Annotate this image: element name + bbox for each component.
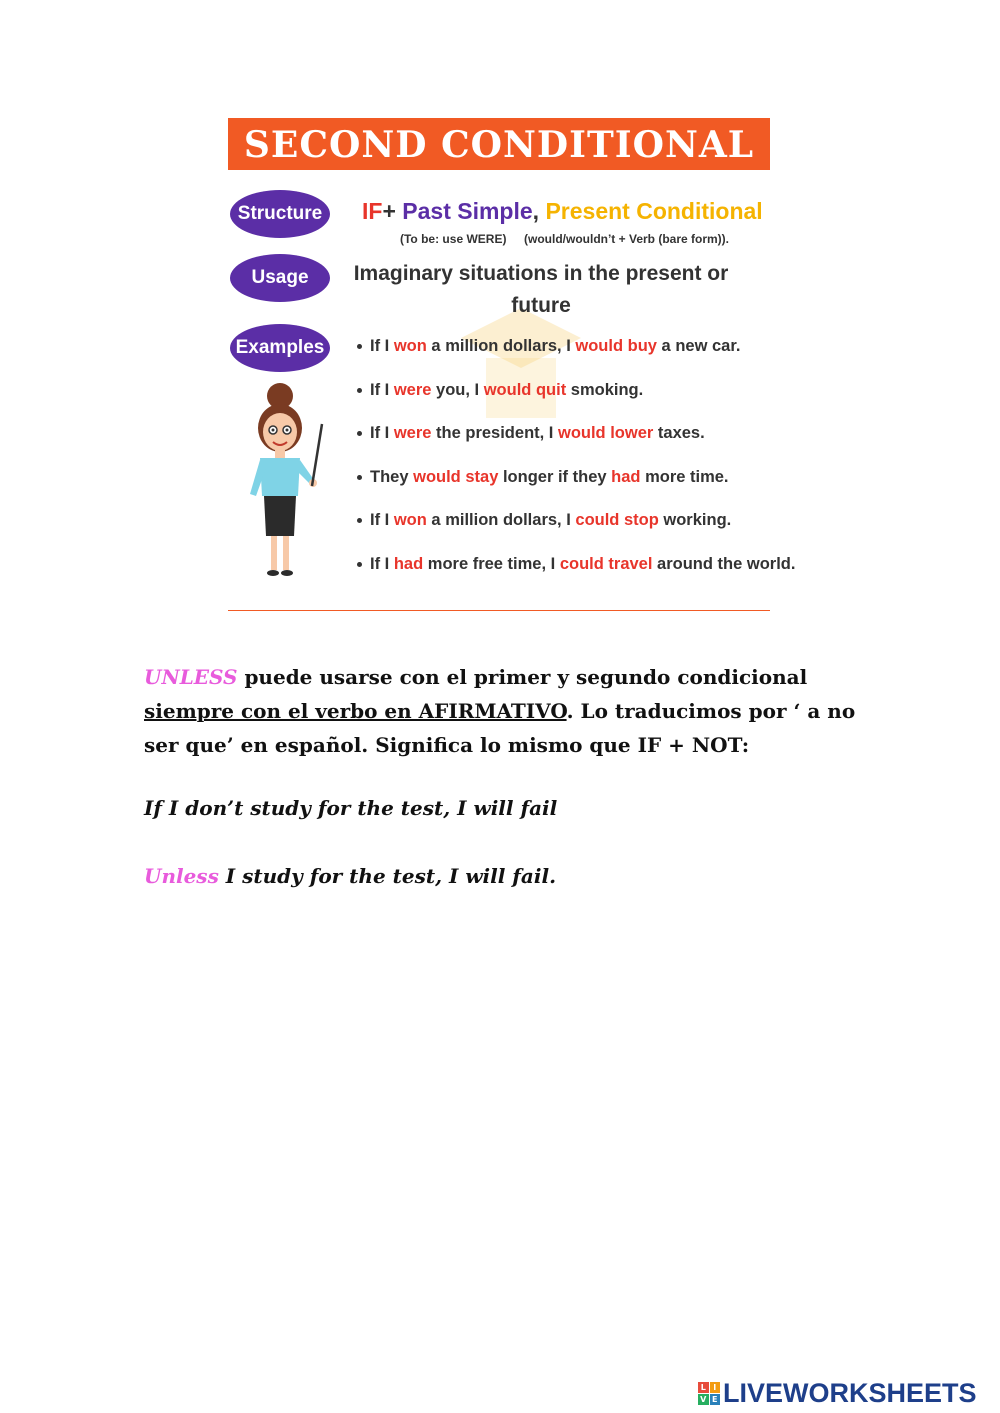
example-unless-rest: I study for the test, I will fail. (218, 864, 557, 888)
explanation-rest: . Lo traducimos por ‘ a no ser que’ en español. Significa lo mismo que IF + NOT: (144, 699, 856, 757)
example-item: If I were you, I would quit smoking. (356, 376, 795, 420)
usage-label: Usage (230, 254, 330, 302)
note-would: (would/wouldn’t + Verb (bare form)). (524, 232, 730, 246)
explanation-line-1: puede usarse con el primer y segundo condicional (237, 665, 808, 689)
examples-list (356, 332, 795, 593)
liveworksheets-brand (698, 1378, 977, 1408)
infographic-divider (228, 610, 770, 611)
formula-present-conditional: Present Conditional (545, 198, 763, 224)
infographic-title: SECOND CONDITIONAL (228, 118, 770, 170)
unless-keyword: UNLESS (144, 665, 238, 689)
unless-word-example: Unless (144, 864, 219, 888)
note-to-be: (To be: use WERE) (400, 232, 507, 246)
explanation-underlined: siempre con el verbo en AFIRMATIVO (144, 699, 567, 723)
brand-name: LIVEWORKSHEETS (723, 1377, 977, 1408)
formula-plus: + (382, 198, 403, 224)
second-conditional-infographic (228, 118, 796, 612)
example-item: They would stay longer if they had more time. (356, 463, 795, 507)
usage-text: Imaginary situations in the present or future (353, 262, 729, 317)
example-unless (144, 864, 556, 888)
example-item: If I won a million dollars, I could stop working. (356, 506, 795, 550)
example-if-not: If I don’t study for the test, I will fail (144, 796, 558, 820)
structure-formula (362, 198, 763, 225)
unless-explanation (144, 660, 864, 762)
liveworksheets-logo-icon: L I V E (698, 1382, 720, 1404)
formula-past-simple: Past Simple (402, 198, 533, 224)
example-item: If I were the president, I would lower taxes. (356, 419, 795, 463)
formula-comma: , (532, 198, 546, 224)
teacher-illustration-icon (242, 376, 332, 586)
example-item: If I had more free time, I could travel around the world. (356, 550, 795, 594)
formula-if: IF (362, 198, 383, 224)
examples-label: Examples (230, 324, 330, 372)
example-item: If I won a million dollars, I would buy a new car. (356, 332, 795, 376)
structure-label: Structure (230, 190, 330, 238)
